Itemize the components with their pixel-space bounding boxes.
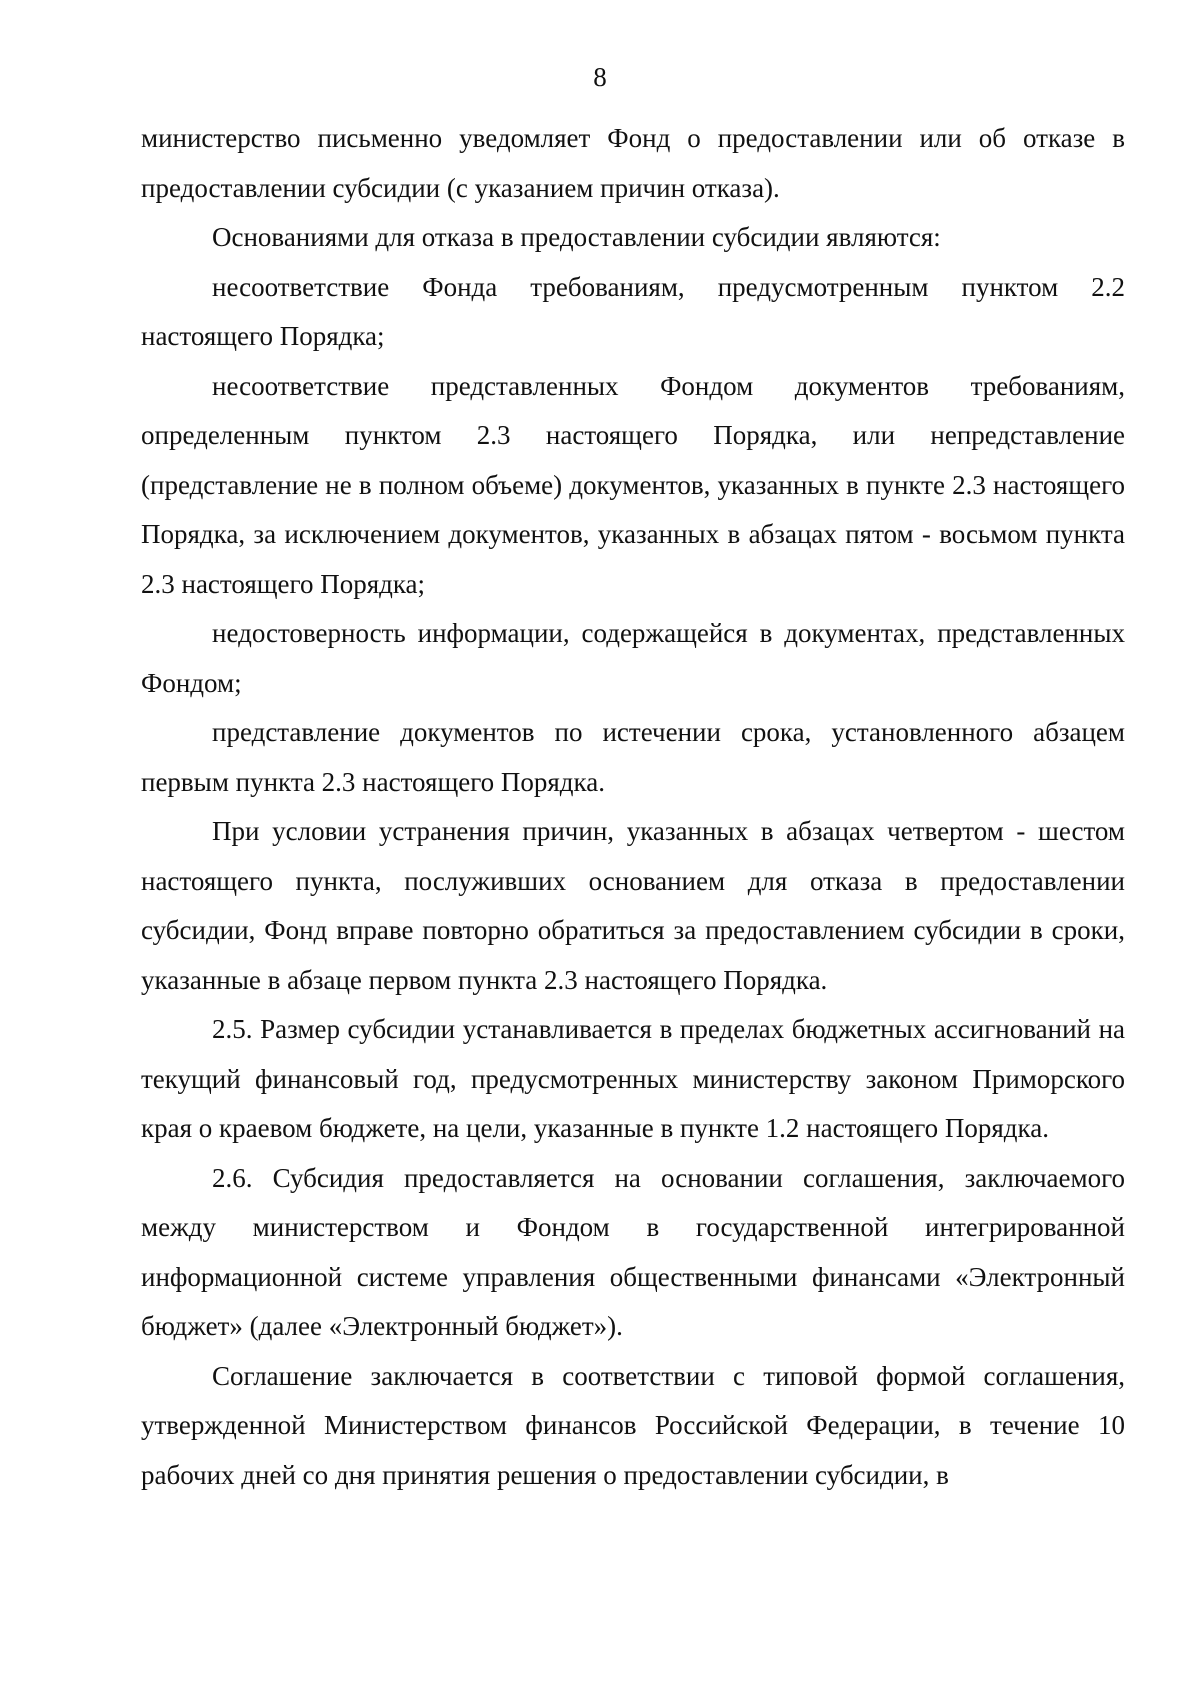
paragraph-8: 2.5. Размер субсидии устанавливается в пределах бюджетных ассигнований на текущий финансовый год, предусмотренных министерству законом Приморского края о краевом бюджете, на цели, указанные в пункте 1.2 настоящего Порядка. — [141, 1014, 1125, 1143]
page-number: 8 — [593, 62, 607, 92]
paragraph-6: представление документов по истечении срока, установленного абзацем первым пункта 2.3 настоящего Порядка. — [141, 717, 1125, 797]
document-body — [141, 114, 1125, 1500]
paragraph-2: Основаниями для отказа в предоставлении субсидии являются: — [212, 222, 941, 252]
paragraph-4: несоответствие представленных Фондом документов требованиям, определенным пунктом 2.3 настоящего Порядка, или непредставление (представление не в полном объеме) документов, указанных в пункте 2.3 настоящего Порядка, за исключением документов, указанных в абзацах пятом - восьмом пункта 2.3 настоящего Порядка; — [141, 370, 1125, 599]
paragraph-5: недостоверность информации, содержащейся в документах, представленных Фондом; — [141, 618, 1125, 698]
paragraph-7: При условии устранения причин, указанных в абзацах четвертом - шестом настоящего пункта, послуживших основанием для отказа в предоставлении субсидии, Фонд вправе повторно обратиться за предоставлением субсидии в сроки, указанные в абзаце первом пункта 2.3 настоящего Порядка. — [141, 816, 1125, 995]
paragraph-10: Соглашение заключается в соответствии с типовой формой соглашения, утвержденной Министерством финансов Российской Федерации, в течение 10 рабочих дней со дня принятия решения о предоставлении субсидии, в — [141, 1360, 1125, 1490]
paragraph-9: 2.6. Субсидия предоставляется на основании соглашения, заключаемого между министерством и Фондом в государственной интегрированной информационной системе управления общественными финансами «Электронный бюджет» (далее «Электронный бюджет»). — [141, 1162, 1125, 1341]
paragraph-1: министерство письменно уведомляет Фонд о предоставлении или об отказе в предоставлении субсидии (с указанием причин отказа). — [141, 123, 1125, 203]
paragraph-3: несоответствие Фонда требованиям, предусмотренным пунктом 2.2 настоящего Порядка; — [141, 271, 1125, 351]
